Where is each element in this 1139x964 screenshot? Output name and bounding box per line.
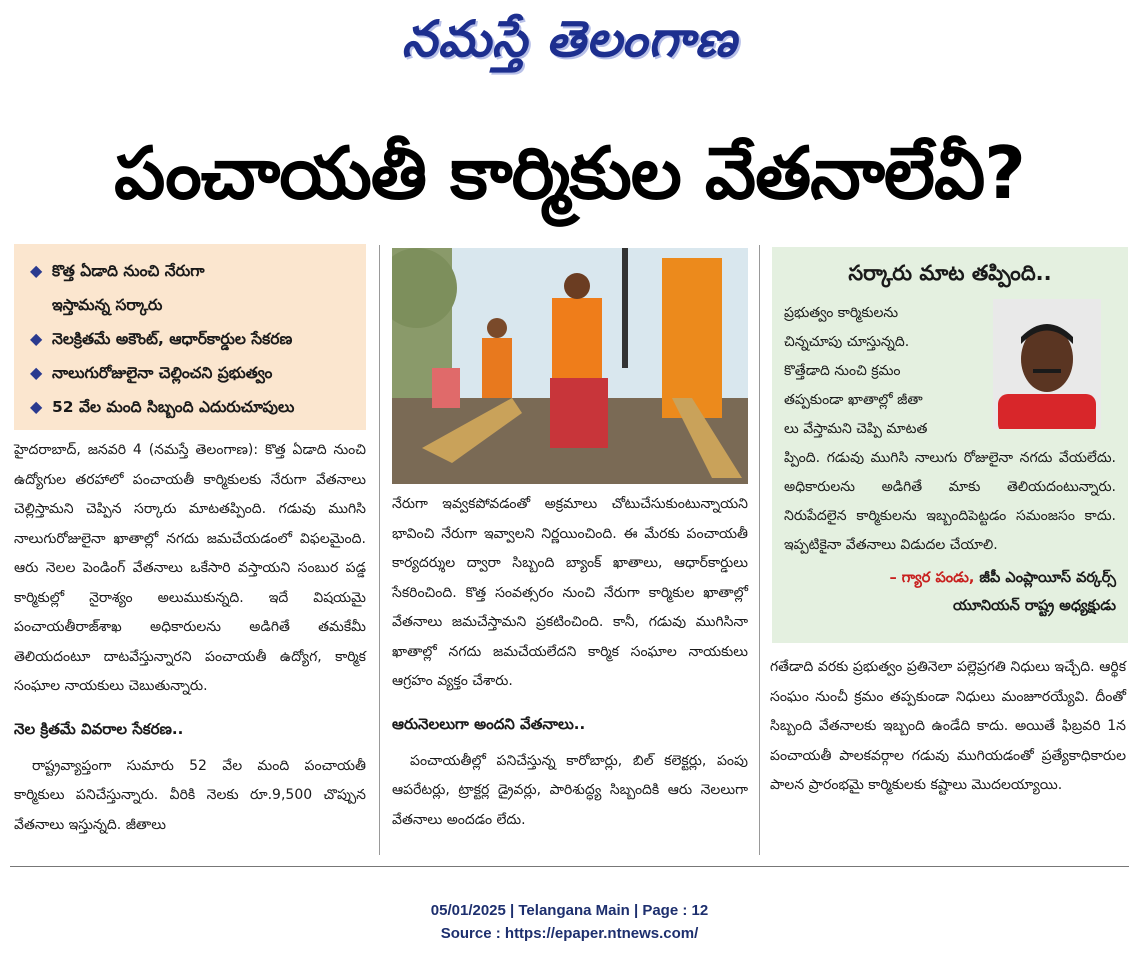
page-headline: పంచాయతీ కార్మికుల వేతనాలేవీ? xyxy=(114,131,1025,215)
masthead-logo: నమస్తే తెలంగాణ xyxy=(401,9,738,68)
bullet-text: కొత్త ఏడాది నుంచి నేరుగా xyxy=(52,262,205,280)
workers-photo xyxy=(392,248,748,484)
sidebar-title: సర్కారు మాట తప్పింది.. xyxy=(848,261,1052,285)
article-column-1 xyxy=(14,436,366,840)
sidebar-line: కొత్తేడాది నుంచి క్రమం xyxy=(784,363,901,379)
footer-date-line: 05/01/2025 | Telangana Main | Page : 12 xyxy=(430,902,709,919)
page-bottom-rule xyxy=(10,866,1129,867)
sidebar-line: చిన్నచూపు చూస్తున్నది. xyxy=(784,334,910,350)
bullet-diamond-icon: ◆ xyxy=(30,397,43,416)
workers-sweeping-illustration xyxy=(392,248,748,484)
article-column-3 xyxy=(770,653,1126,801)
bullet-text: నాలుగురోజులైనా చెల్లించని ప్రభుత్వం xyxy=(52,364,273,382)
bullet-text: 52 వేల మంది సిబ్బంది ఎదురుచూపులు xyxy=(52,398,295,416)
article-lead: హైదరాబాద్, జనవరి 4 (నమస్తే తెలంగాణ): కొత్త ఏడాది నుంచి ఉద్యోగుల తరహాలో పంచాయతీ కార్మికులకు నేరుగా వేతనాలు చెల్లిస్తామని చెప్పిన సర్కారు మాటతప్పింది. గడువు ముగిసి నాలుగురోజులైనా ఖాతాల్లో నగదు జమచేయడంలో విఫలమైంది. ఆరు నెలల పెండింగ్ వేతనాలు ఒకేసారి వస్తాయని సంబుర పడ్డ కార్మికుల్లో నైరాశ్యం అలుముకున్నది. ఇదే విషయమై పంచాయతీరాజ్‌శాఖ అధికారులను అడిగితే తమకేమీ తెలియదంటూ దాటవేస్తున్నారని పంచాయతీ ఉద్యోగ, కార్మిక సంఘాల నాయకులు చెబుతున్నారు. xyxy=(14,442,366,694)
highlights-box xyxy=(14,244,366,430)
footer-source-line: Source : https://epaper.ntnews.com/ xyxy=(440,925,699,942)
column-divider xyxy=(759,245,760,855)
portrait-illustration xyxy=(993,299,1101,429)
subheading: నెల క్రితమే వివరాల సేకరణ.. xyxy=(14,719,184,738)
bullet-item xyxy=(26,390,358,424)
credit-name: – గ్యార పండు, xyxy=(889,570,975,586)
article-paragraph: నేరుగా ఇవ్వకపోవడంతో అక్రమాలు చోటుచేసుకుంటున్నాయని భావించి నేరుగా ఇవ్వాలని నిర్ణయించింది. ఈ మేరకు పంచాయతీ కార్యదర్శుల ద్వారా సిబ్బంది బ్యాంక్ ఖాతాలు, ఆధార్‌కార్డులు సేకరించింది. కొత్త సంవత్సరం నుంచి నేరుగా కార్మికుల ఖాతాల్లో వేతనాలు జమచేస్తామని ప్రకటించింది. కానీ, గడువు ముగిసినా ఖాతాల్లో నగదు జమచేయలేదని కార్మిక సంఘాల నాయకులు ఆగ్రహం వ్యక్తం చేశారు. xyxy=(392,496,748,689)
sidebar-text: ప్పింది. గడువు ముగిసి నాలుగు రోజులైనా నగదు వేయలేదు. అధికారులను అడిగితే మాకు తెలియదంటున్నారు. నిరుపేదలైన కార్మికులను ఇబ్బందిపెట్టడం సమంజసం కాదు. ఇప్పటికైనా వేతనాలు విడుదల చేయాలి. xyxy=(784,450,1116,553)
column-divider xyxy=(379,245,380,855)
sidebar-lines xyxy=(784,299,989,444)
bullet-text: నెలక్రితమే అకౌంట్, ఆధార్‌కార్డుల సేకరణ xyxy=(52,330,293,348)
bullet-diamond-icon: ◆ xyxy=(30,329,43,348)
union-leader-portrait xyxy=(993,299,1101,429)
credit-role: జీపీ ఎంప్లాయీస్ వర్కర్స్ xyxy=(979,570,1116,586)
quote-sidebar xyxy=(772,247,1128,643)
article-column-2 xyxy=(392,490,748,835)
bullet-item xyxy=(26,322,358,356)
article-paragraph: పంచాయతీల్లో పనిచేస్తున్న కారోబార్లు, బిల్ కలెక్టర్లు, పంపు ఆపరేటర్లు, ట్రాక్టర్ల డ్రైవర్లు, పారిశుద్ధ్య సిబ్బందికి ఆరు నెలలుగా వేతనాలు అందడం లేదు. xyxy=(392,752,748,828)
subheading: ఆరునెలలుగా అందని వేతనాలు.. xyxy=(392,714,586,733)
article-paragraph: రాష్ట్రవ్యాప్తంగా సుమారు 52 వేల మంది పంచాయతీ కార్మికులు పనిచేస్తున్నారు. వీరికి నెలకు రూ.9,500 చొప్పున వేతనాలు ఇస్తున్నది. జీతాలు xyxy=(14,757,366,833)
sidebar-line: ప్రభుత్వం కార్మికులను xyxy=(784,305,899,321)
sidebar-credit xyxy=(784,564,1116,620)
article-paragraph: గతేడాది వరకు ప్రభుత్వం ప్రతినెలా పల్లెప్రగతి నిధులు ఇచ్చేది. ఆర్థిక సంఘం నుంచీ క్రమం తప్పకుండా నిధులు మంజూరయ్యేవి. దీంతో సిబ్బంది వేతనాలకు ఇబ్బంది ఉండేది కాదు. అయితే ఫిబ్రవరి 1న పంచాయతీ పాలకవర్గాల గడువు ముగియడంతో ప్రత్యేకాధికారుల పాలన ప్రారంభమై కార్మికులకు కష్టాలు మొదలయ్యాయి. xyxy=(770,659,1126,793)
credit-role: యూనియన్ రాష్ట్ర అధ్యక్షుడు xyxy=(952,598,1116,614)
bullet-continuation: ఇస్తామన్న సర్కారు xyxy=(52,296,163,314)
sidebar-line: తప్పకుండా ఖాతాల్లో జీతా xyxy=(784,392,923,408)
sidebar-line: లు వేస్తామని చెప్పి మాటత xyxy=(784,421,928,437)
bullet-item xyxy=(26,254,358,288)
bullet-diamond-icon: ◆ xyxy=(30,363,43,382)
bullet-item xyxy=(26,356,358,390)
bullet-diamond-icon: ◆ xyxy=(30,261,43,280)
